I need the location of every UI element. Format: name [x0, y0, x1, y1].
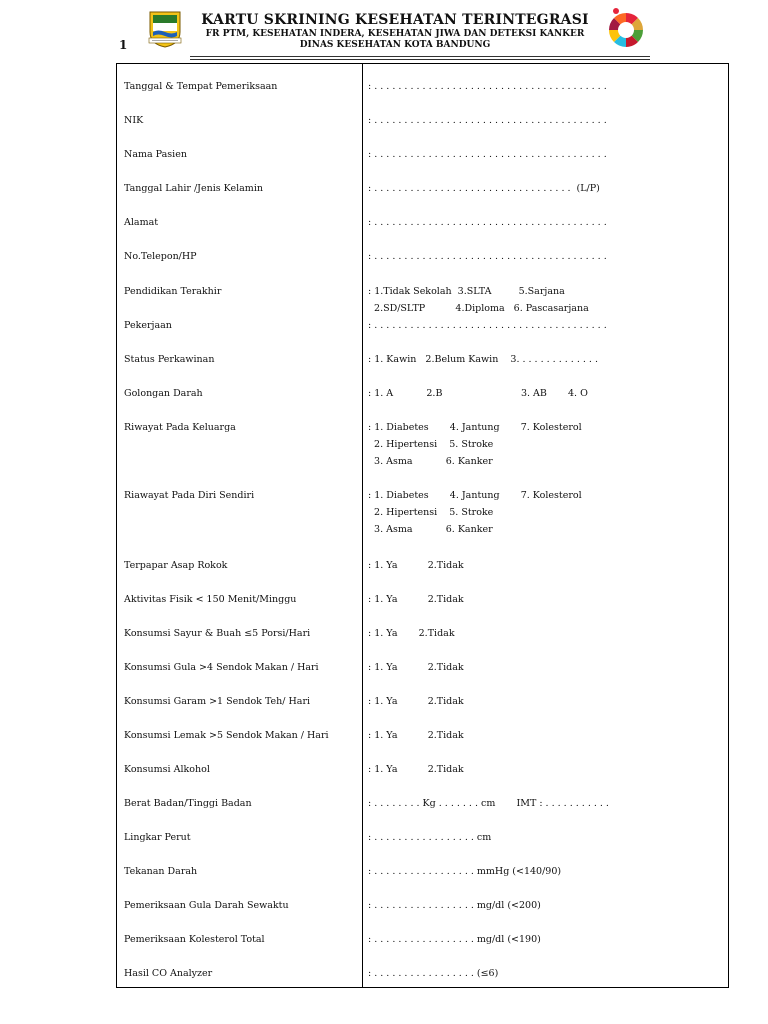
field-label: Nama Pasien: [124, 149, 187, 160]
field-value-line: : . . . . . . . . . . . . . . . . . . . . . . . . . . . . . . . . . . . . . . .: [368, 81, 607, 92]
field-value[interactable]: [368, 351, 723, 368]
form-header: [0, 0, 768, 64]
field-value-line: : . . . . . . . . . . . . . . . . . . . . . . . . . . . . . . . . . . . . . . .: [368, 149, 607, 160]
field-value[interactable]: [368, 863, 723, 880]
field-label: Aktivitas Fisik < 150 Menit/Minggu: [124, 594, 297, 605]
field-value-line: 2. Hipertensi 5. Stroke: [368, 507, 494, 518]
agency-name: DINAS KESEHATAN KOTA BANDUNG: [299, 40, 491, 50]
field-value[interactable]: [368, 146, 723, 163]
field-value[interactable]: [368, 283, 723, 317]
field-label: Pemeriksaan Kolesterol Total: [124, 934, 265, 945]
field-value-line: : . . . . . . . . . . . . . . . . . mmHg (<140/90): [368, 866, 562, 877]
field-label: Lingkar Perut: [124, 832, 191, 843]
header-rule: [190, 56, 650, 57]
field-label: Konsumsi Lemak >5 Sendok Makan / Hari: [124, 730, 329, 741]
field-label: Berat Badan/Tinggi Badan: [124, 798, 252, 809]
field-value[interactable]: [368, 385, 723, 402]
field-value-line: : . . . . . . . . . . . . . . . . . . . . . . . . . . . . . . . . . (L/P): [368, 183, 600, 194]
field-value-line: : . . . . . . . . . . . . . . . . . mg/dl (<200): [368, 900, 541, 911]
field-value-line: : 1. Ya 2.Tidak: [368, 730, 464, 741]
field-value[interactable]: [368, 829, 723, 846]
field-value[interactable]: [368, 761, 723, 778]
sdg-wheel-icon: [606, 6, 646, 50]
field-label: Hasil CO Analyzer: [124, 968, 213, 979]
field-label: Pemeriksaan Gula Darah Sewaktu: [124, 900, 289, 911]
field-value[interactable]: [368, 727, 723, 744]
field-label: Alamat: [124, 217, 159, 228]
field-value[interactable]: [368, 693, 723, 710]
field-label: Konsumsi Gula >4 Sendok Makan / Hari: [124, 662, 319, 673]
field-value[interactable]: [368, 112, 723, 129]
field-value-line: 2.SD/SLTP 4.Diploma 6. Pascasarjana: [368, 303, 589, 314]
title-block: [190, 12, 600, 51]
field-value[interactable]: [368, 591, 723, 608]
field-value[interactable]: [368, 659, 723, 676]
field-value[interactable]: [368, 214, 723, 231]
field-value-line: : 1. Ya 2.Tidak: [368, 560, 464, 571]
field-value[interactable]: [368, 487, 723, 538]
field-value[interactable]: [368, 625, 723, 642]
field-label: Pendidikan Terakhir: [124, 286, 222, 297]
field-label: Tekanan Darah: [124, 866, 198, 877]
field-label: Riwayat Pada Keluarga: [124, 422, 236, 433]
field-label: Status Perkawinan: [124, 354, 215, 365]
field-label: No.Telepon/HP: [124, 251, 197, 262]
form-title: KARTU SKRINING KESEHATAN TERINTEGRASI: [201, 12, 589, 28]
field-value[interactable]: [368, 78, 723, 95]
field-value-line: : . . . . . . . . . . . . . . . . . . . . . . . . . . . . . . . . . . . . . . .: [368, 320, 607, 331]
field-label: Tanggal & Tempat Pemeriksaan: [124, 81, 278, 92]
field-value-line: : . . . . . . . . Kg . . . . . . . cm IMT : . . . . . . . . . . .: [368, 798, 609, 809]
field-value-line: : 1. Diabetes 4. Jantung 7. Kolesterol: [368, 422, 582, 433]
field-value-line: 2. Hipertensi 5. Stroke: [368, 439, 494, 450]
field-label: Konsumsi Sayur & Buah ≤5 Porsi/Hari: [124, 628, 311, 639]
field-value-line: : 1. Ya 2.Tidak: [368, 628, 455, 639]
field-value[interactable]: [368, 248, 723, 265]
field-label: Tanggal Lahir /Jenis Kelamin: [124, 183, 263, 194]
field-value[interactable]: [368, 557, 723, 574]
field-label: Konsumsi Garam >1 Sendok Teh/ Hari: [124, 696, 311, 707]
field-value-line: : 1. Ya 2.Tidak: [368, 764, 464, 775]
field-value-line: 3. Asma 6. Kanker: [368, 456, 493, 467]
field-value-line: : . . . . . . . . . . . . . . . . . (≤6): [368, 968, 499, 979]
column-divider: [362, 64, 363, 987]
field-value-line: : 1. Ya 2.Tidak: [368, 696, 464, 707]
field-value-line: : . . . . . . . . . . . . . . . . . . . . . . . . . . . . . . . . . . . . . . .: [368, 115, 607, 126]
field-value-line: : 1. A 2.B 3. AB 4. O: [368, 388, 588, 399]
field-value[interactable]: [368, 931, 723, 948]
field-value-line: : . . . . . . . . . . . . . . . . . cm: [368, 832, 492, 843]
field-value[interactable]: [368, 419, 723, 470]
field-label: NIK: [124, 115, 144, 126]
field-value-line: : 1.Tidak Sekolah 3.SLTA 5.Sarjana: [368, 286, 565, 297]
field-value[interactable]: [368, 897, 723, 914]
field-value-line: : 1. Ya 2.Tidak: [368, 662, 464, 673]
field-label: Konsumsi Alkohol: [124, 764, 210, 775]
field-value-line: : 1. Kawin 2.Belum Kawin 3. . . . . . . . . . . . . .: [368, 354, 598, 365]
bandung-coat-of-arms-icon: [146, 8, 184, 48]
field-value[interactable]: [368, 317, 723, 334]
field-label: Pekerjaan: [124, 320, 172, 331]
screening-form-table: [116, 63, 729, 988]
field-value[interactable]: [368, 795, 723, 812]
field-value-line: : 1. Ya 2.Tidak: [368, 594, 464, 605]
field-value-line: 3. Asma 6. Kanker: [368, 524, 493, 535]
field-label: Terpapar Asap Rokok: [124, 560, 228, 571]
field-value-line: : . . . . . . . . . . . . . . . . . . . . . . . . . . . . . . . . . . . . . . .: [368, 217, 607, 228]
field-label: Golongan Darah: [124, 388, 203, 399]
form-subtitle: FR PTM, KESEHATAN INDERA, KESEHATAN JIWA DAN DETEKSI KANKER: [205, 29, 585, 39]
field-value-line: : 1. Diabetes 4. Jantung 7. Kolesterol: [368, 490, 582, 501]
field-value[interactable]: [368, 180, 723, 197]
page-number: 1: [119, 38, 128, 52]
field-value-line: : . . . . . . . . . . . . . . . . . . . . . . . . . . . . . . . . . . . . . . .: [368, 251, 607, 262]
header-rule: [190, 59, 650, 60]
field-value[interactable]: [368, 965, 723, 982]
field-label: Riawayat Pada Diri Sendiri: [124, 490, 255, 501]
field-value-line: : . . . . . . . . . . . . . . . . . mg/dl (<190): [368, 934, 541, 945]
